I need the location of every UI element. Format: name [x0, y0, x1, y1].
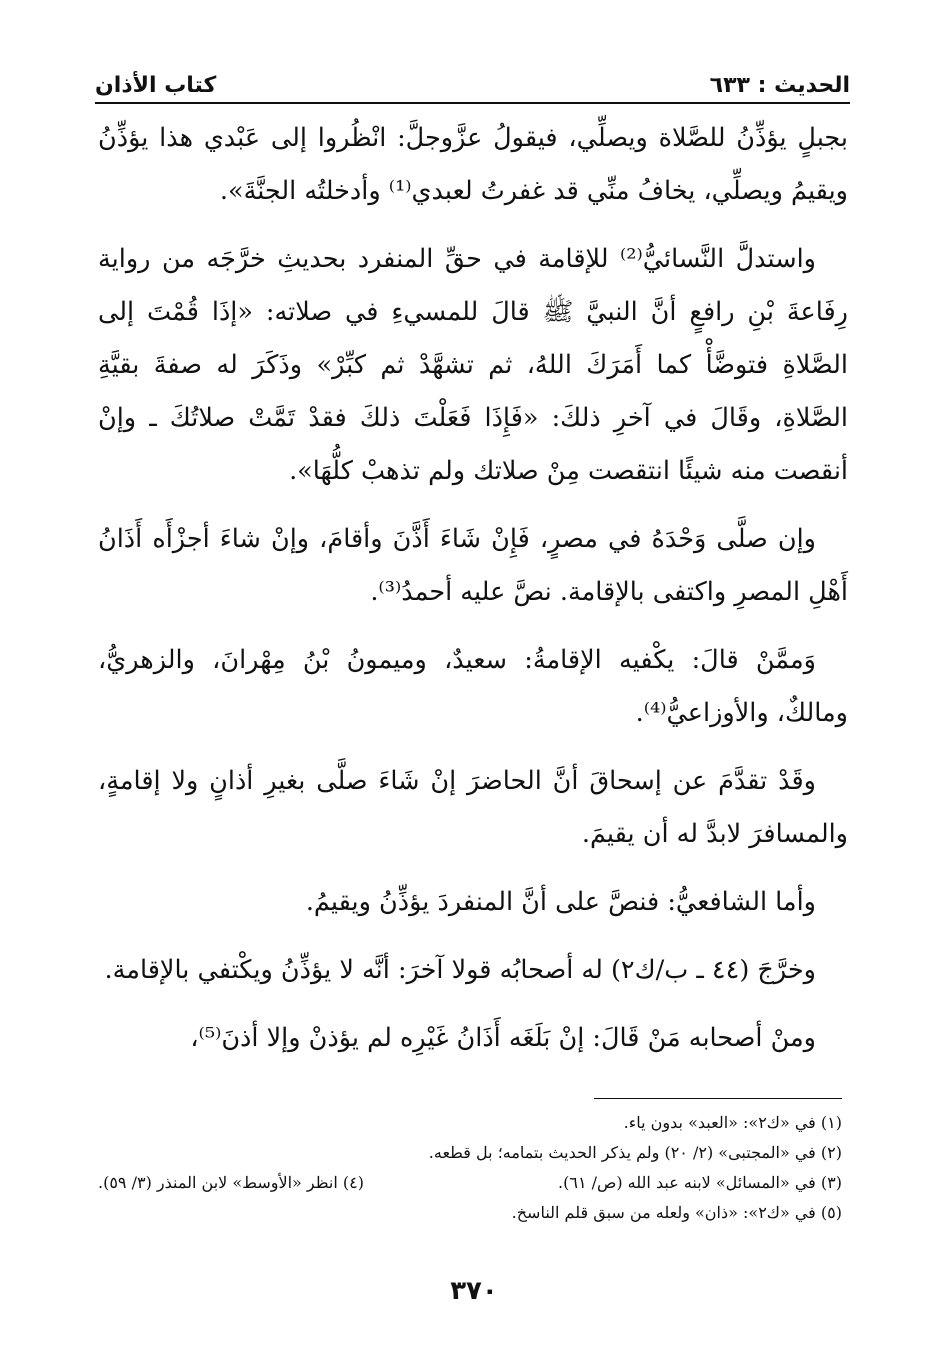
paragraph: وأما الشافعيُّ: فنصَّ على أنَّ المنفردَ يؤذِّنُ ويقيمُ. — [305, 887, 816, 917]
footnote-5: (٥) في «ك٢»: «ذان» ولعله من سبق قلم الناسخ. — [511, 1203, 842, 1222]
paragraph: واستدلَّ النَّسائيُّ⁽²⁾ للإقامة في حقِّ المنفرد بحديثِ خرَّجَه من رواية رِفَاعةَ بْنِ رافعٍ أنَّ النبيَّ ﷺ قالَ للمسيءِ في صلاته: «إذَا قُمْتَ إلى الصَّلاةِ فتوضَّأْ كما أَمَرَكَ اللهُ، ثم تشهَّدْ ثم كبِّرْ» وذَكَرَ له صفةَ بقيَّةِ الصَّلاةِ، وقَالَ في آخرِ ذلكَ: «فَإِذَا فَعَلْتَ ذلكَ فقدْ تَمَّتْ صلاتُكَ ـ وإنْ أنقصت منه شيئًا انتقصت مِنْ صلاتك ولم تذهبْ كلُّهَا». — [98, 244, 848, 486]
footnote-row — [98, 1168, 842, 1198]
paragraph: وقَدْ تقدَّمَ عن إسحاقَ أنَّ الحاضرَ إنْ شَاءَ صلَّى بغيرِ أذانٍ ولا إقامةٍ، والمسافرَ لابدَّ له أن يقيمَ. — [98, 766, 848, 849]
page-number: ٣٧٠ — [450, 1276, 498, 1306]
footnote-4: (٤) انظر «الأوسط» لابن المنذر (٣/ ٥٩). — [98, 1173, 364, 1192]
footnote-3: (٣) في «المسائل» لابنه عبد الله (ص/ ٦١). — [558, 1173, 842, 1192]
footnote-2: (٢) في «المجتبى» (٢/ ٢٠) ولم يذكر الحديث بتمامه؛ بل قطعه. — [428, 1143, 842, 1162]
footnote-divider — [594, 1098, 842, 1099]
running-header — [95, 68, 850, 104]
footnote-1: (١) في «ك٢»: «العبد» بدون ياء. — [623, 1113, 842, 1132]
header-book-title: كتاب الأذان — [95, 72, 217, 98]
paragraph: وخرَّجَ (٤٤ ـ ب/ك٢) له أصحابُه قولا آخرَ: أنَّه لا يؤذِّنُ ويكْتفي بالإقامة. — [104, 955, 816, 985]
paragraph: وَممَّنْ قالَ: يكْفيه الإقامةُ: سعيدٌ، وميمونُ بْنُ مِهْرانَ، والزهريُّ، ومالكٌ، والأوزاعيُّ⁽⁴⁾. — [98, 645, 848, 728]
main-text — [98, 112, 848, 1080]
header-hadith-number: الحديث : ٦٣٣ — [709, 72, 850, 98]
paragraph: وإن صلَّى وَحْدَهُ في مصرٍ، فَإِنْ شَاءَ أَذَّنَ وأقامَ، وإنْ شاءَ أجزْأَه أَذَانُ أَهْلِ المصرِ واكتفى بالإقامة. نصَّ عليه أحمدُ⁽³⁾. — [98, 524, 848, 607]
footnotes — [98, 1108, 842, 1228]
paragraph: ومنْ أصحابه مَنْ قَالَ: إنْ بَلَغَه أَذَانُ غَيْرِه لم يؤذنْ وإلا أذنَ⁽⁵⁾، — [190, 1023, 816, 1053]
paragraph: بجبلٍ يؤذِّنُ للصَّلاة ويصلِّي، فيقولُ عزَّوجلَّ: انْظُروا إلى عَبْدي هذا يؤذِّنُ ويقيمُ ويصلِّي، يخافُ منِّي قد غفرتُ لعبدي⁽¹⁾ وأدخلتُه الجنَّةَ». — [98, 123, 848, 206]
